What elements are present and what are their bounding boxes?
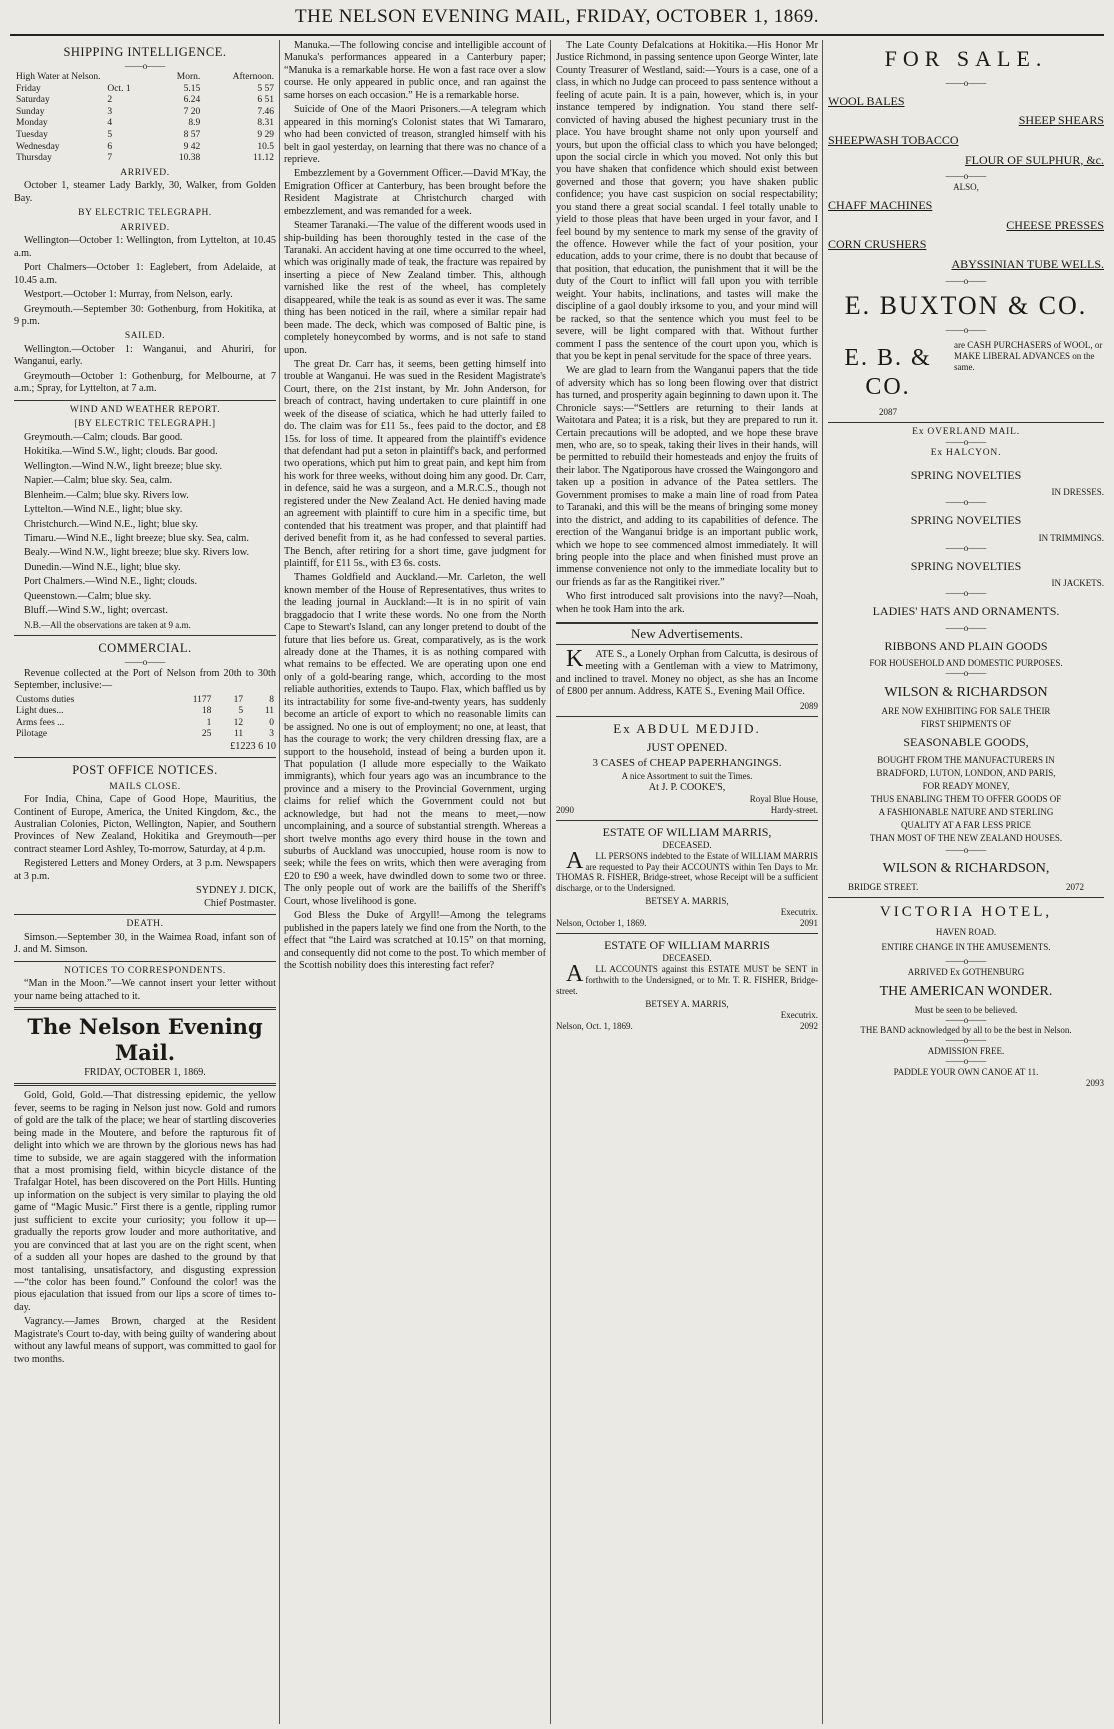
tide-day: Saturday: [16, 95, 50, 106]
separator: ——o——: [945, 1056, 987, 1067]
mails-text: For India, China, Cape of Good Hope, Mauritius, the Continent of Europe, America, the United Kingdom, &c., the Australian Colonies, Picton, Wellington, Napier, and Southern Provinces of New Zealand, Hokitika and Greymouth—per contract steamer Lord Ashley, To-morrow, Saturday, at 4 p.m.: [14, 794, 276, 855]
revenue-row: [14, 695, 276, 707]
divider: [14, 757, 276, 758]
divider: [14, 400, 276, 401]
tide-date: 6: [107, 141, 113, 152]
weather-item: Greymouth.—Calm; clouds. Bar good.: [24, 431, 183, 443]
tide-date: Oct. 1: [107, 83, 131, 94]
column-2: [284, 40, 546, 1724]
taranaki-article: Steamer Taranaki.—The value of the different woods used in ship-building has been thoroughly tested in the case of the Taranaki. An accident having at one time occurred to the wheel, which was originally made of teak, the fracture was repaired by inserting a piece of New Zealand timber. This, although varnished like the rest of the wheel, has completely disappeared, while the teak is as sound as ever it was. The same thing has been noticed in the rail, where a similar repair had been made. The deck, which was composed of Baltic pine, is completely honeycombed by worms, and is not safe to stand upon.: [284, 220, 546, 356]
estate-2-executrix: Executrix.: [780, 1009, 818, 1020]
advert-number: 2093: [1086, 1078, 1104, 1089]
revenue-row: [14, 718, 276, 730]
weather-item: Napier.—Calm; blue sky. Sea, calm.: [24, 475, 173, 487]
tide-date: 4: [107, 118, 113, 129]
weather-item: Bluff.—Wind S.W., light; overcast.: [24, 605, 168, 617]
notices-text: “Man in the Moon.”—We cannot insert your letter without your name being attached to it.: [14, 978, 276, 1002]
eb-advert: [828, 340, 1104, 418]
wr-line: ARE NOW EXHIBITING FOR SALE THEIR: [881, 706, 1051, 717]
spring-novelties-jackets: SPRING NOVELTIES: [910, 558, 1022, 573]
revenue-label: Light dues...: [16, 706, 64, 717]
tide-afternoon: 10.5: [257, 141, 274, 152]
divider: [14, 1007, 276, 1010]
tide-day: Friday: [16, 83, 41, 94]
tide-afternoon: 8.31: [257, 118, 274, 129]
column-rule: [822, 40, 823, 1724]
ladies-hats: LADIES' HATS AND ORNAMENTS.: [872, 604, 1060, 619]
tide-header-row: [14, 72, 276, 84]
tide-date: 7: [107, 153, 113, 164]
eb-title: E. B. & CO.: [844, 345, 932, 401]
sale-item: SHEEPWASH TOBACCO: [828, 132, 959, 147]
mails-heading: MAILS CLOSE.: [109, 781, 181, 792]
revenue-pence: 0: [269, 717, 274, 728]
paper-nameplate: The Nelson Evening Mail.: [27, 1014, 263, 1065]
medjid-title: Ex ABDUL MEDJID.: [613, 720, 761, 736]
for-sale-title: FOR SALE.: [884, 46, 1048, 71]
revenue-row: [14, 729, 276, 741]
tide-morn: 8.9: [188, 118, 201, 129]
commercial-text: Revenue collected at the Port of Nelson from 20th to 30th September, inclusive:—: [14, 667, 276, 692]
telegraph-arrived-item: Greymouth.—September 30: Gothenburg, from Hokitika, at 9 p.m.: [14, 303, 276, 327]
wr-line: THAN MOST OF THE NEW ZEALAND HOUSES.: [869, 832, 1063, 843]
revenue-label: Arms fees ...: [16, 717, 65, 728]
estate-1-subtitle: DECEASED.: [662, 839, 712, 850]
buxton-title: E. BUXTON & CO.: [844, 291, 1088, 321]
tide-afternoon: 11.12: [252, 153, 274, 164]
vagrancy-article: Vagrancy.—James Brown, charged at the Resident Magistrate's Court to-day, with being guilty of wandering about without any lawful means of support, was committed to gaol for two months.: [14, 1316, 276, 1365]
suicide-article: Suicide of One of the Maori Prisoners.—A telegram which appeared in this morning's Colonist states that Wi Tamararo, who had been convicted of treason, strangled himself with his belt in gaol yesterday, on learning that there was no chance of a reprieve.: [284, 104, 546, 165]
advert-number: 2090: [556, 804, 574, 815]
spring-novelties-trimmings: SPRING NOVELTIES: [910, 513, 1022, 528]
sale-item: WOOL BALES: [828, 93, 905, 108]
separator: ——o——: [945, 497, 987, 508]
wr-line: A FASHIONABLE NATURE AND STERLING: [878, 806, 1054, 817]
separator: ——o——: [945, 325, 987, 336]
overland-mail: Ex OVERLAND MAIL.: [912, 426, 1020, 437]
tide-date: 2: [107, 95, 113, 106]
manuka-article: Manuka.—The following concise and intelligible account of Manuka's performances appeared in a Canterbury paper; “Manuka is a remarkable horse. He won a fast race over a slow course. He only appeared in public once, and ran against the same horses on each occasion.” He is a remarkable horse.: [284, 40, 546, 101]
wr-line: THUS ENABLING THEM TO OFFER GOODS OF: [870, 793, 1062, 804]
divider: [556, 820, 818, 821]
tide-row: [14, 153, 276, 165]
kate-advert: KATE S., a Lonely Orphan from Calcutta, is desirous of meeting with a Gentleman with a view to Matrimony, and inclined to travel. Money no object, as she has an Income of £800 per annum. Address, KATE S., Evening Mail Office.: [556, 645, 818, 698]
medjid-footer: [556, 805, 818, 816]
tide-row: [14, 142, 276, 154]
tide-row: [14, 130, 276, 142]
divider: [556, 716, 818, 717]
weather-item: Port Chalmers.—Wind N.E., light; clouds.: [24, 576, 198, 588]
tide-morn: 9 42: [183, 141, 201, 152]
telegraph-arrived-item: Port Chalmers—October 1: Eaglebert, from Adelaide, at 10.45 a.m.: [14, 262, 276, 286]
medjid-line-1: 3 CASES of CHEAP PAPERHANGINGS.: [592, 757, 782, 770]
tide-day: Thursday: [16, 153, 52, 164]
sale-item: CHAFF MACHINES: [828, 198, 933, 213]
tide-header-place: High Water at Nelson.: [16, 72, 101, 83]
column-3: [556, 40, 818, 1724]
tide-morn: 6.24: [183, 95, 201, 106]
revenue-shillings: 5: [238, 706, 244, 717]
tide-day: Sunday: [16, 106, 45, 117]
separator: ——o——: [945, 588, 987, 599]
revenue-pounds: 1177: [192, 694, 212, 705]
sale-item: SHEEP SHEARS: [1018, 113, 1104, 128]
telegraph-arrived-item: Westport.—October 1: Murray, from Nelson, early.: [24, 289, 233, 301]
arrived-heading: ARRIVED.: [120, 167, 170, 178]
medjid-line-2: A nice Assortment to suit the Times.: [621, 770, 753, 781]
separator: ——o——: [945, 542, 987, 553]
spring-novelties-trimmings-sub: IN TRIMMINGS.: [1038, 532, 1104, 543]
tide-morn: 8 57: [183, 130, 201, 141]
gold-article: Gold, Gold, Gold.—That distressing epidemic, the yellow fever, seems to be raging in Nelson just now. Gold and rumors of gold are the talk of the place; we hear of startling discoveries being made in the Moutere, and before the rapturous fit of delight into which we are thrown by the glorious news has had time to subside, we are again staggered with the information that a most promising field, within bicycle distance of the Trafalgar Hotel, has been discovered on the Port Hills. Hunting up information on the subject is very similar to playing the old game of “Magic Music.” First there is a gentle, rippling rumor just sufficient to excite your curiosity; you follow it up—gradually the reports grow louder and more authoritative, and you are convinced that at last you are on the right scent, when of a sudden all your hopes are dashed to the ground by that most tantalising, unsatisfactory, and disgusting expression—“the color has been found.” Confound the color! was the pious ejaculation that issued from our lips a score of times to-day.: [14, 1090, 276, 1313]
weather-item: Bealy.—Wind N.W., light breeze; blue sky. Rivers low.: [24, 547, 249, 559]
revenue-label: Customs duties: [16, 694, 75, 705]
revenue-pence: 8: [269, 694, 274, 705]
halcyon: Ex HALCYON.: [930, 448, 1002, 459]
tide-row: [14, 95, 276, 107]
telegraph-heading: BY ELECTRIC TELEGRAPH.: [78, 208, 212, 219]
victoria-hotel-road: HAVEN ROAD.: [935, 926, 997, 937]
tide-afternoon: 6 51: [257, 95, 274, 106]
paper-date: FRIDAY, OCTOBER 1, 1869.: [84, 1067, 206, 1079]
wr-line: SEASONABLE GOODS,: [903, 735, 1029, 750]
revenue-label: Pilotage: [16, 729, 48, 740]
postmaster-name: SYDNEY J. DICK,: [196, 885, 276, 897]
divider: [828, 897, 1104, 898]
tide-date: 5: [107, 130, 113, 141]
estate-2-subtitle: DECEASED.: [662, 952, 712, 963]
estate-1-title: ESTATE OF WILLIAM MARRIS,: [602, 824, 772, 839]
separator: ——o——: [945, 668, 987, 679]
weather-heading: WIND AND WEATHER REPORT.: [69, 404, 221, 415]
estate-2-footer: [556, 1021, 818, 1032]
medjid-at: At J. P. COOKE'S,: [648, 781, 726, 793]
estate-1-footer: [556, 918, 818, 929]
paddle-canoe: PADDLE YOUR OWN CANOE AT 11.: [893, 1067, 1039, 1078]
advert-number: 2092: [800, 1020, 818, 1031]
separator: ——o——: [945, 437, 987, 448]
medjid-address: Royal Blue House,: [749, 794, 818, 804]
estate-1-text: ALL PERSONS indebted to the Estate of WILLIAM MARRIS are requested to Pay their ACCOUNTS within Ten Days to Mr. THOMAS R. FISHER, Bridge-street, whose Receipt will be a sufficient discharge, or to the Undersigned.: [556, 847, 818, 894]
tide-day: Tuesday: [16, 130, 48, 141]
spring-novelties-dresses: SPRING NOVELTIES: [910, 467, 1022, 482]
spring-novelties-jackets-sub: IN JACKETS.: [1051, 578, 1104, 589]
wr-line: BOUGHT FROM THE MANUFACTURERS IN: [877, 754, 1055, 765]
wilson-richardson-sign: WILSON & RICHARDSON,: [882, 861, 1050, 877]
separator: ——o——: [945, 77, 987, 88]
wr-line: FIRST SHIPMENTS OF: [920, 719, 1012, 730]
estate-1-date: Nelson, October 1, 1869.: [556, 918, 647, 929]
advert-number: 2087: [879, 406, 897, 417]
wilson-richardson-title: WILSON & RICHARDSON: [884, 685, 1048, 701]
eb-left: [828, 340, 948, 418]
new-advertisements-heading: New Advertisements.: [556, 622, 818, 645]
separator: ——o——: [945, 171, 987, 182]
advert-number: 2072: [1066, 882, 1084, 893]
weather-item: Christchurch.—Wind N.E., light; blue sky.: [24, 518, 199, 530]
band-line: THE BAND acknowledged by all to be the best in Nelson.: [860, 1025, 1072, 1036]
revenue-pounds: 25: [201, 729, 212, 740]
weather-item: Queenstown.—Calm; blue sky.: [24, 590, 152, 602]
tide-table: [14, 72, 276, 165]
weather-item: Blenheim.—Calm; blue sky. Rivers low.: [24, 489, 189, 501]
tide-row: [14, 107, 276, 119]
revenue-row: [14, 706, 276, 718]
carr-article: The great Dr. Carr has, it seems, been getting himself into trouble at Wanganui. He was sued in the Resident Magistrate's Court, there, on the 21st instant, by Mr. John Anderson, for breach of contract, having undertaken to cure plaintiff in one week of the disease of sciatica, which he had utterly failed to do. The claim was for £11 5s., fees paid to the doctor, and £8 15s. for loss of time. It appeared from the plaintiff's evidence that defendant had put a seton in plaintiff's back, and performed two operations, which put him to great pain, and kept him from his work for three weeks, without doing him any good. Dr. Carr, in defence, said he was a surgeon, and a M.R.C.S., though not registered under the New Zealand Act. He denied having made an agreement with plaintiff to cure him in a specific time, but contended that his treatment was proper, and that plaintiff had derived benefit from it, as he had confessed to several parties. The Bench, after retiring for a short time, gave judgment for plaintiff, for £11 5s., with £3 6s. costs.: [284, 358, 546, 569]
defalcations-article: The Late County Defalcations at Hokitika.—His Honor Mr Justice Richmond, in passing sentence upon George Winter, late County Treasurer of Westland, said:—Yours is a case, one of a class, in which no Judge can proceed to pass sentence without a feeling of acute pain. It is a pain, however, which is, in your instance tempered by indignation. You stand there self-convicted of having abused the highest pecuniary trust in the place. You have brought shame not only upon yourself and yours, but upon the official class to which you have belonged; upon the social circle in which you moved. Not only this but you have shaken that confidence which should exist between governed and those that govern; you have shaken public confidence; you have cast suspicion on social respectability; you stand there a great social scandal. I feel totally unable to yield to those pleas that have been urged in your favor, and I feel bound by my sentence to mark my sense of the gravity of the offence. However while the fact of your position, your education, adds to your crime, there is no doubt that because of that position, that education, the punishment that it will be the duty of the Court to inflict will fall upon you with terrible weight. Your habits, inclinations, and tastes will make the discipline of a gaol doubly irksome to you, and your mind will be racked, so that the sentence which you must feel to be severe, will be light compared with that. Without further comment I pass the sentence of the court upon you, which is that you be kept in penal servitude for the space of three years.: [556, 40, 818, 362]
tide-day: Wednesday: [16, 141, 60, 152]
separator: ——o——: [945, 844, 987, 855]
wr-line: FOR READY MONEY,: [922, 780, 1010, 791]
revenue-shillings: 12: [233, 717, 244, 728]
notices-heading: NOTICES TO CORRESPONDENTS.: [64, 965, 226, 976]
separator: ——o——: [124, 656, 166, 667]
sale-item: ABYSSINIAN TUBE WELLS.: [951, 256, 1104, 271]
revenue-total: £1223 6 10: [230, 740, 276, 752]
column-4: [828, 40, 1104, 1724]
advert-number: 2091: [800, 918, 818, 929]
wr-street: BRIDGE STREET.: [848, 882, 919, 893]
post-office-heading: POST OFFICE NOTICES.: [72, 763, 218, 778]
tide-header-morn: Morn.: [176, 72, 201, 83]
sale-item: CHEESE PRESSES: [1006, 217, 1104, 232]
estate-1-executrix: Executrix.: [780, 907, 818, 918]
separator: ——o——: [945, 622, 987, 633]
tide-header-afternoon: Afternoon.: [232, 72, 274, 83]
column-1: [14, 40, 276, 1724]
mails-text-2: Registered Letters and Money Orders, at 3 p.m. Newspapers at 3 p.m.: [14, 858, 276, 882]
revenue-shillings: 17: [233, 694, 244, 705]
sailed-item: Wellington.—October 1: Wanganui, and Ahuriri, for Wanganui, early.: [14, 344, 276, 368]
tide-morn: 7 20: [183, 106, 201, 117]
separator: ——o——: [945, 955, 987, 966]
weather-item: Dunedin.—Wind N.E., light; blue sky.: [24, 561, 181, 573]
telegraph-arrived-item: Wellington—October 1: Wellington, from Lyttelton, at 10.45 a.m.: [14, 235, 276, 259]
weather-note: N.B.—All the observations are taken at 9 a.m.: [24, 619, 191, 630]
estate-2-text: ALL ACCOUNTS against this ESTATE MUST be SENT in forthwith to the Undersigned, or to Mr. T. R. FISHER, Bridge-street.: [556, 960, 818, 996]
medjid-subtitle: JUST OPENED.: [646, 739, 728, 754]
postmaster-title: Chief Postmaster.: [204, 897, 276, 909]
revenue-shillings: 11: [233, 729, 244, 740]
revenue-pence: 3: [269, 729, 274, 740]
embezzlement-article: Embezzlement by a Government Officer.—David M'Kay, the Emigration Officer at Canterbury, has been brought before the Resident Magistrate at Christchurch charged with embezzlement, and was remanded for a week.: [284, 168, 546, 217]
separator: ——o——: [945, 275, 987, 286]
estate-2-title: ESTATE OF WILLIAM MARRIS: [604, 938, 770, 953]
divider: [14, 914, 276, 915]
estate-1-signature: BETSEY A. MARRIS,: [645, 896, 729, 907]
shipping-heading: SHIPPING INTELLIGENCE.: [63, 45, 227, 59]
tide-date: 3: [107, 106, 113, 117]
argyll-article: God Bless the Duke of Argyll!—Among the telegrams published in the papers lately we find one from the North, to the effect that “the Laird was scratched at 10.15” on that morning, and consequently did not come to the post. To which member of the Scottish nobility does this interesting fact refer?: [284, 910, 546, 971]
divider: [14, 961, 276, 962]
revenue-pounds: 1: [206, 717, 212, 728]
medjid-street: Hardy-street.: [770, 804, 818, 815]
weather-item: Timaru.—Wind N.E., light breeze; blue sky. Sea, calm.: [24, 532, 249, 544]
separator: ——o——: [945, 1035, 987, 1046]
tide-morn: 5.15: [183, 83, 201, 94]
death-heading: DEATH.: [126, 919, 164, 930]
arrived-text: October 1, steamer Lady Barkly, 30, Walker, from Golden Bay.: [14, 180, 276, 204]
weather-subheading: [BY ELECTRIC TELEGRAPH.]: [74, 419, 216, 430]
wr-footer: [828, 882, 1104, 893]
divider: [556, 933, 818, 934]
tide-afternoon: 9 29: [257, 130, 274, 141]
tide-row: [14, 118, 276, 130]
weather-item: Lyttelton.—Wind N.E., light; blue sky.: [24, 504, 183, 516]
revenue-pence: 11: [264, 706, 274, 717]
separator: ——o——: [945, 1014, 987, 1025]
tide-afternoon: 7.46: [257, 106, 274, 117]
also-label: ALSO,: [953, 182, 979, 193]
revenue-table: [14, 695, 276, 741]
tide-day: Monday: [16, 118, 48, 129]
sailed-item: Greymouth—October 1: Gothenburg, for Melbourne, at 7 a.m.; Spray, for Lyttelton, at 7 a.m.: [14, 370, 276, 395]
tide-morn: 10.38: [178, 153, 201, 164]
weather-item: Hokitika.—Wind S.W., light; clouds. Bar good.: [24, 446, 218, 458]
spring-novelties-dresses-sub: IN DRESSES.: [1051, 487, 1104, 498]
masthead: THE NELSON EVENING MAIL, FRIDAY, OCTOBER 1, 1869.: [10, 6, 1104, 36]
sale-item: CORN CRUSHERS: [828, 237, 927, 252]
wr-line: BRADFORD, LUTON, LONDON, AND PARIS,: [876, 767, 1056, 778]
ribbons: RIBBONS AND PLAIN GOODS: [884, 638, 1048, 653]
tide-afternoon: 5 57: [257, 83, 274, 94]
estate-2-date: Nelson, Oct. 1, 1869.: [556, 1020, 633, 1031]
victoria-hotel-title: VICTORIA HOTEL,: [879, 904, 1053, 921]
telegraph-arrived-heading: ARRIVED.: [120, 222, 170, 233]
weather-item: Wellington.—Wind N.W., light breeze; blue sky.: [24, 460, 223, 472]
commercial-heading: COMMERCIAL.: [98, 640, 192, 655]
wanganui-article: We are glad to learn from the Wanganui papers that the tide of adversity which has so long been flowing over that district has turned, and prosperity again beginning to dawn upon it. The Chronicle says:—“Settlers are returning to their lands at Waitotara and Patea; it is a risk, but they are prepared to run it. Certain precautions will be adopted, and we hope these brave men, who are, so to speak, taking their lives in their hands, will be permitted to rebuild their homesteads and enjoy the fruits of their labor. The Ngatiporous have crossed the Waingongoro and taken up a position in advance of the Patea settlers. The Government promises to make a main line of road from Patea to Taranaki, and this will be the means of bringing some money into the district, and adding to its capabilities of defence. The erection of the Wanganui bridge is an important public work, which we hope to see commenced almost immediately. It will bring people into the place and when finished must prove an immense convenience not only to the immediate locality but to our friends as far as the Rangitikei river.”: [556, 365, 818, 588]
thames-article: Thames Goldfield and Auckland.—Mr. Carleton, the well known member of the House of Representatives, thus writes to the leading journal in Auckland:—It is in no spirit of vain braggadocio that I write these words. No one from the North Cape to Stewart's Island, can any longer pretend to doubt of the future that lies before us. Great, comparatively, as is the work already done at the Thames, it is as nothing compared with what remains to be effected. We are operating upon one end only of a gold-bearing range, which, according to the most reliable authorities, extends to Taupo. Flax, which baffled us by its intractability for some five-and-twenty years, has suddenly become an article of export to which no reasonable limits can be assigned. No one is out of employment; no one, at least, that has the courage to work; the very children dressing flax, are a support to the household, instead of being a burden upon it. That population (I allude more especially to the Waikato immigrants), which four years ago was an incumbrance to the province and a misery to the Provincial Government, urging claims for relief which the Government could not but acknowledge, but had not the means to meet,—now uncomplaining, and a source of substantial strength. Whereas a short twelve months ago every third house in the town and suburbs of Auckland was unoccupied, house room is now to seek; while the fees on writs, which then were averaging from £20 to £90 a week, have dwindled down to some two or three. The only people out of work are the bailiffs of the Sheriff's Court, whose livelihood is gone.: [284, 572, 546, 907]
advert-number: 2089: [800, 700, 818, 711]
sale-item: FLOUR OF SULPHUR, &c.: [964, 152, 1104, 167]
american-wonder-sub: Must be seen to be believed.: [914, 1004, 1018, 1015]
column-rule: [279, 40, 280, 1724]
arrived-gothenburg: ARRIVED Ex GOTHENBURG: [907, 966, 1025, 977]
sailed-heading: SAILED.: [124, 331, 166, 342]
ribbons-sub: FOR HOUSEHOLD AND DOMESTIC PURPOSES.: [869, 658, 1063, 669]
death-text: Simson.—September 30, in the Waimea Road, infant son of J. and M. Simson.: [14, 931, 276, 956]
american-wonder: THE AMERICAN WONDER.: [879, 983, 1053, 999]
eb-text: are CASH PURCHASERS of WOOL, or MAKE LIBERAL ADVANCES on the same.: [954, 340, 1103, 373]
separator: ——o——: [124, 61, 166, 72]
tide-row: [14, 84, 276, 96]
wr-line: QUALITY AT A FAR LESS PRICE: [900, 819, 1032, 830]
divider: [14, 1083, 276, 1086]
victoria-hotel-line: ENTIRE CHANGE IN THE AMUSEMENTS.: [881, 941, 1051, 952]
estate-2-signature: BETSEY A. MARRIS,: [645, 998, 729, 1009]
divider: [14, 635, 276, 636]
admission: ADMISSION FREE.: [927, 1046, 1005, 1057]
revenue-pounds: 18: [201, 706, 212, 717]
salt-article: Who first introduced salt provisions into the navy?—Noah, when he took Ham into the ark.: [556, 591, 818, 615]
divider: [828, 422, 1104, 423]
column-rule: [550, 40, 551, 1724]
